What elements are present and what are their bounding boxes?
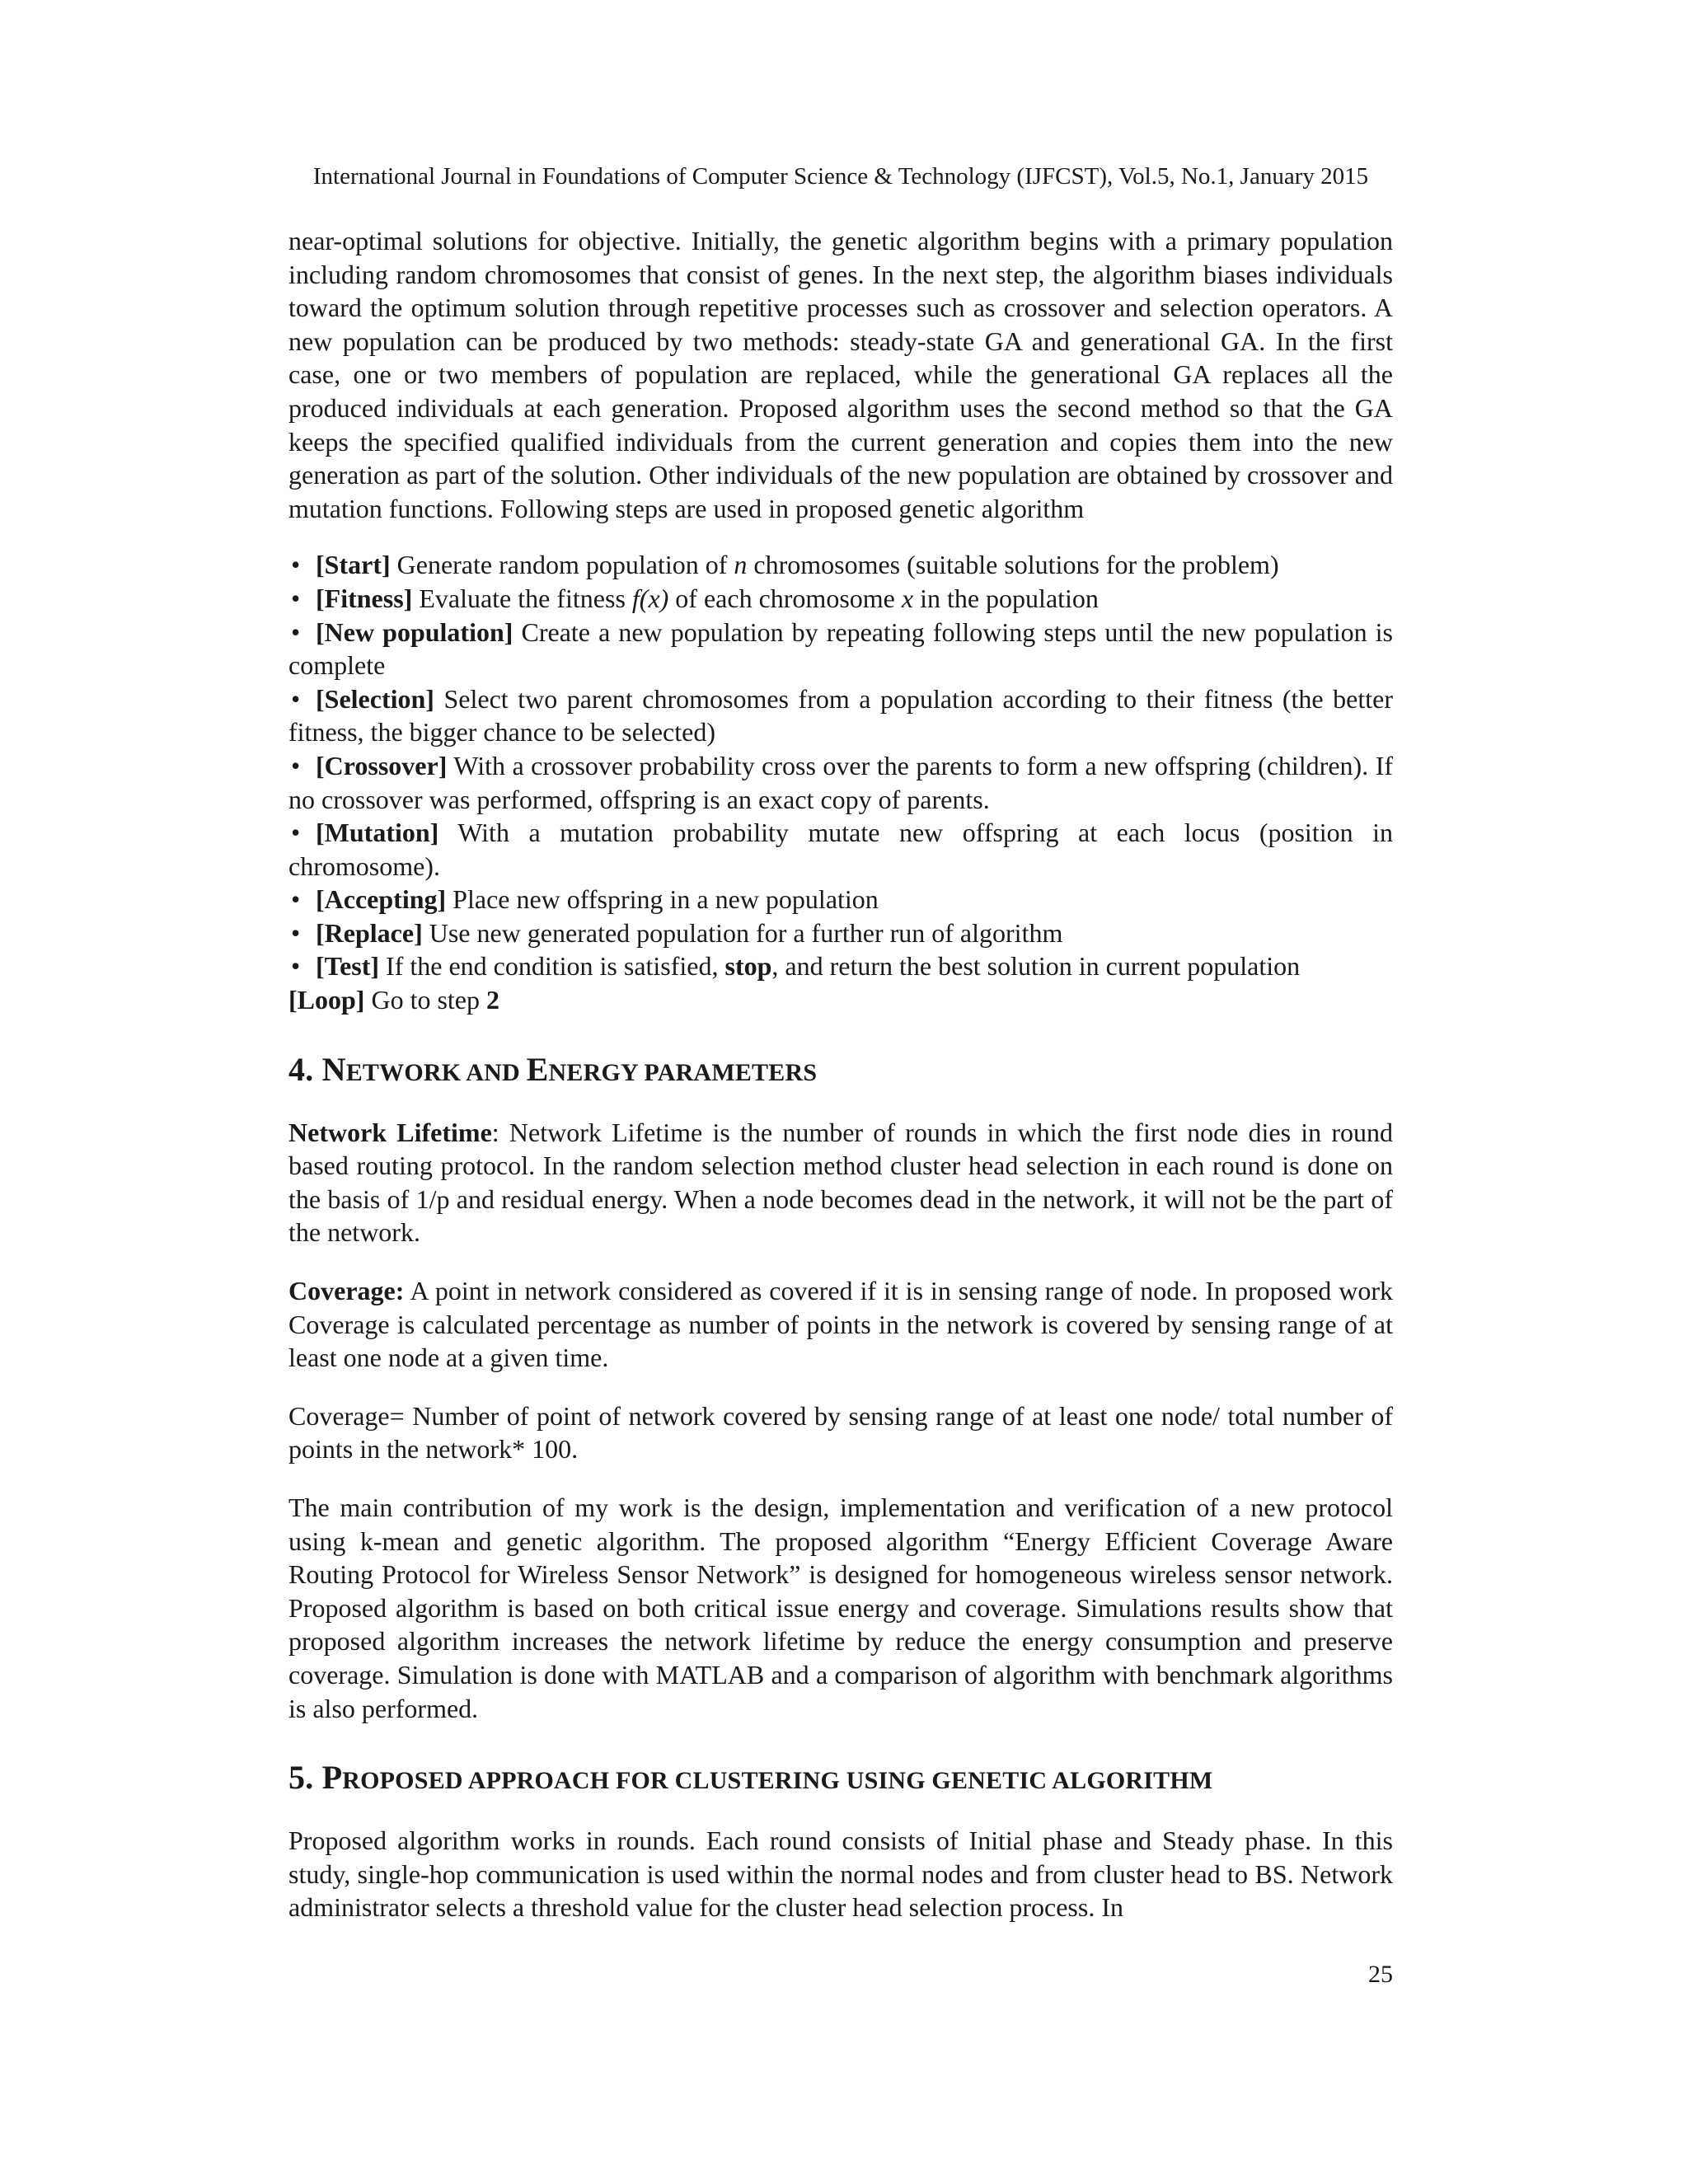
section-5-paragraph: Proposed algorithm works in rounds. Each round consists of Initial phase and Steady phase. In this study, single-hop communication is used within the normal nodes and from cluster head to BS. Network administrator selects a threshold value for the cluster head selection process. In — [288, 1825, 1393, 1923]
step-test: • [Test] If the end condition is satisfied, stop, and return the best solution in current population — [288, 949, 1393, 983]
coverage-paragraph: Coverage: A point in network considered as covered if it is in sensing range of node. In proposed work Coverage is calculated percentage as number of points in the network is covered by sensing range of at least one node at a given time. — [288, 1276, 1393, 1373]
network-lifetime-paragraph: Network Lifetime: Network Lifetime is the number of rounds in which the first node dies in round based routing protocol. In the random selection method cluster head selection in each round is done on the basis of 1/p and residual energy. When a node becomes dead in the network, it will not be the part of the network. — [288, 1117, 1394, 1248]
section-4-heading: 4. NETWORK AND ENERGY PARAMETERS — [288, 1050, 818, 1088]
intro-paragraph: near-optimal solutions for objective. Initially, the genetic algorithm begins with a primary population including random chromosomes that consist of genes. In the next step, the algorithm biases individuals toward the optimum solution through repetitive processes such as crossover and selection operators. A new population can be produced by two methods: steady-state GA and generational GA. In the first case, one or two members of population are replaced, while the generational GA replaces all the produced individuals at each generation. Proposed algorithm uses the second method so that the GA keeps the specified qualified individuals from the current generation and copies them into the new generation as part of the solution. Other individuals of the new population are obtained by crossover and mutation functions. Following steps are used in proposed genetic algorithm — [288, 226, 1393, 523]
ga-steps-list — [288, 548, 1393, 1016]
coverage-formula: Coverage= Number of point of network covered by sensing range of at least one node/ total number of points in the network* 100. — [288, 1400, 1393, 1465]
step-new-population: • [New population] Create a new population by repeating following steps until the new population is complete — [288, 616, 1394, 681]
section-5-heading: 5. PROPOSED APPROACH FOR CLUSTERING USING GENETIC ALGORITHM — [288, 1759, 1213, 1797]
step-fitness: • [Fitness] Evaluate the fitness f(x) of each chromosome x in the population — [288, 582, 1393, 616]
bullet-icon: • — [291, 683, 301, 714]
bullet-icon: • — [291, 951, 301, 982]
bullet-icon: • — [291, 616, 301, 647]
bullet-icon: • — [291, 917, 301, 948]
running-header: International Journal in Foundations of Computer Science & Technology (IJFCST), Vol.5, No.1, January 2015 — [312, 163, 1369, 190]
step-loop: [Loop] Go to step 2 — [288, 985, 499, 1015]
bullet-icon: • — [291, 550, 301, 580]
step-accepting: • [Accepting] Place new offspring in a new population — [288, 883, 1393, 916]
step-replace: • [Replace] Use new generated population for a further run of algorithm — [288, 916, 1393, 950]
step-selection: • [Selection] Select two parent chromosomes from a population according to their fitness (the better fitness, the bigger chance to be selected) — [288, 683, 1393, 748]
step-crossover: • [Crossover] With a crossover probability cross over the parents to form a new offspring (children). If no crossover was performed, offspring is an exact copy of parents. — [288, 750, 1393, 814]
bullet-icon: • — [291, 750, 301, 780]
step-start: • [Start] Generate random population of n chromosomes (suitable solutions for the problem) — [288, 548, 1393, 582]
contribution-paragraph: The main contribution of my work is the design, implementation and verification of a new protocol using k-mean and genetic algorithm. The proposed algorithm “Energy Efficient Coverage Aware Routing Protocol for Wireless Sensor Network” is designed for homogeneous wireless sensor network. Proposed algorithm is based on both critical issue energy and coverage. Simulations results show that proposed algorithm increases the network lifetime by reduce the energy consumption and preserve coverage. Simulation is done with MATLAB and a comparison of algorithm with benchmark algorithms is also performed. — [288, 1493, 1393, 1723]
step-mutation: • [Mutation] With a mutation probability mutate new offspring at each locus (position in chromosome). — [288, 818, 1393, 881]
bullet-icon: • — [291, 818, 301, 848]
body-text — [288, 224, 1393, 1924]
bullet-icon: • — [291, 583, 301, 613]
bullet-icon: • — [291, 884, 301, 915]
page-number: 25 — [1368, 1961, 1393, 1988]
